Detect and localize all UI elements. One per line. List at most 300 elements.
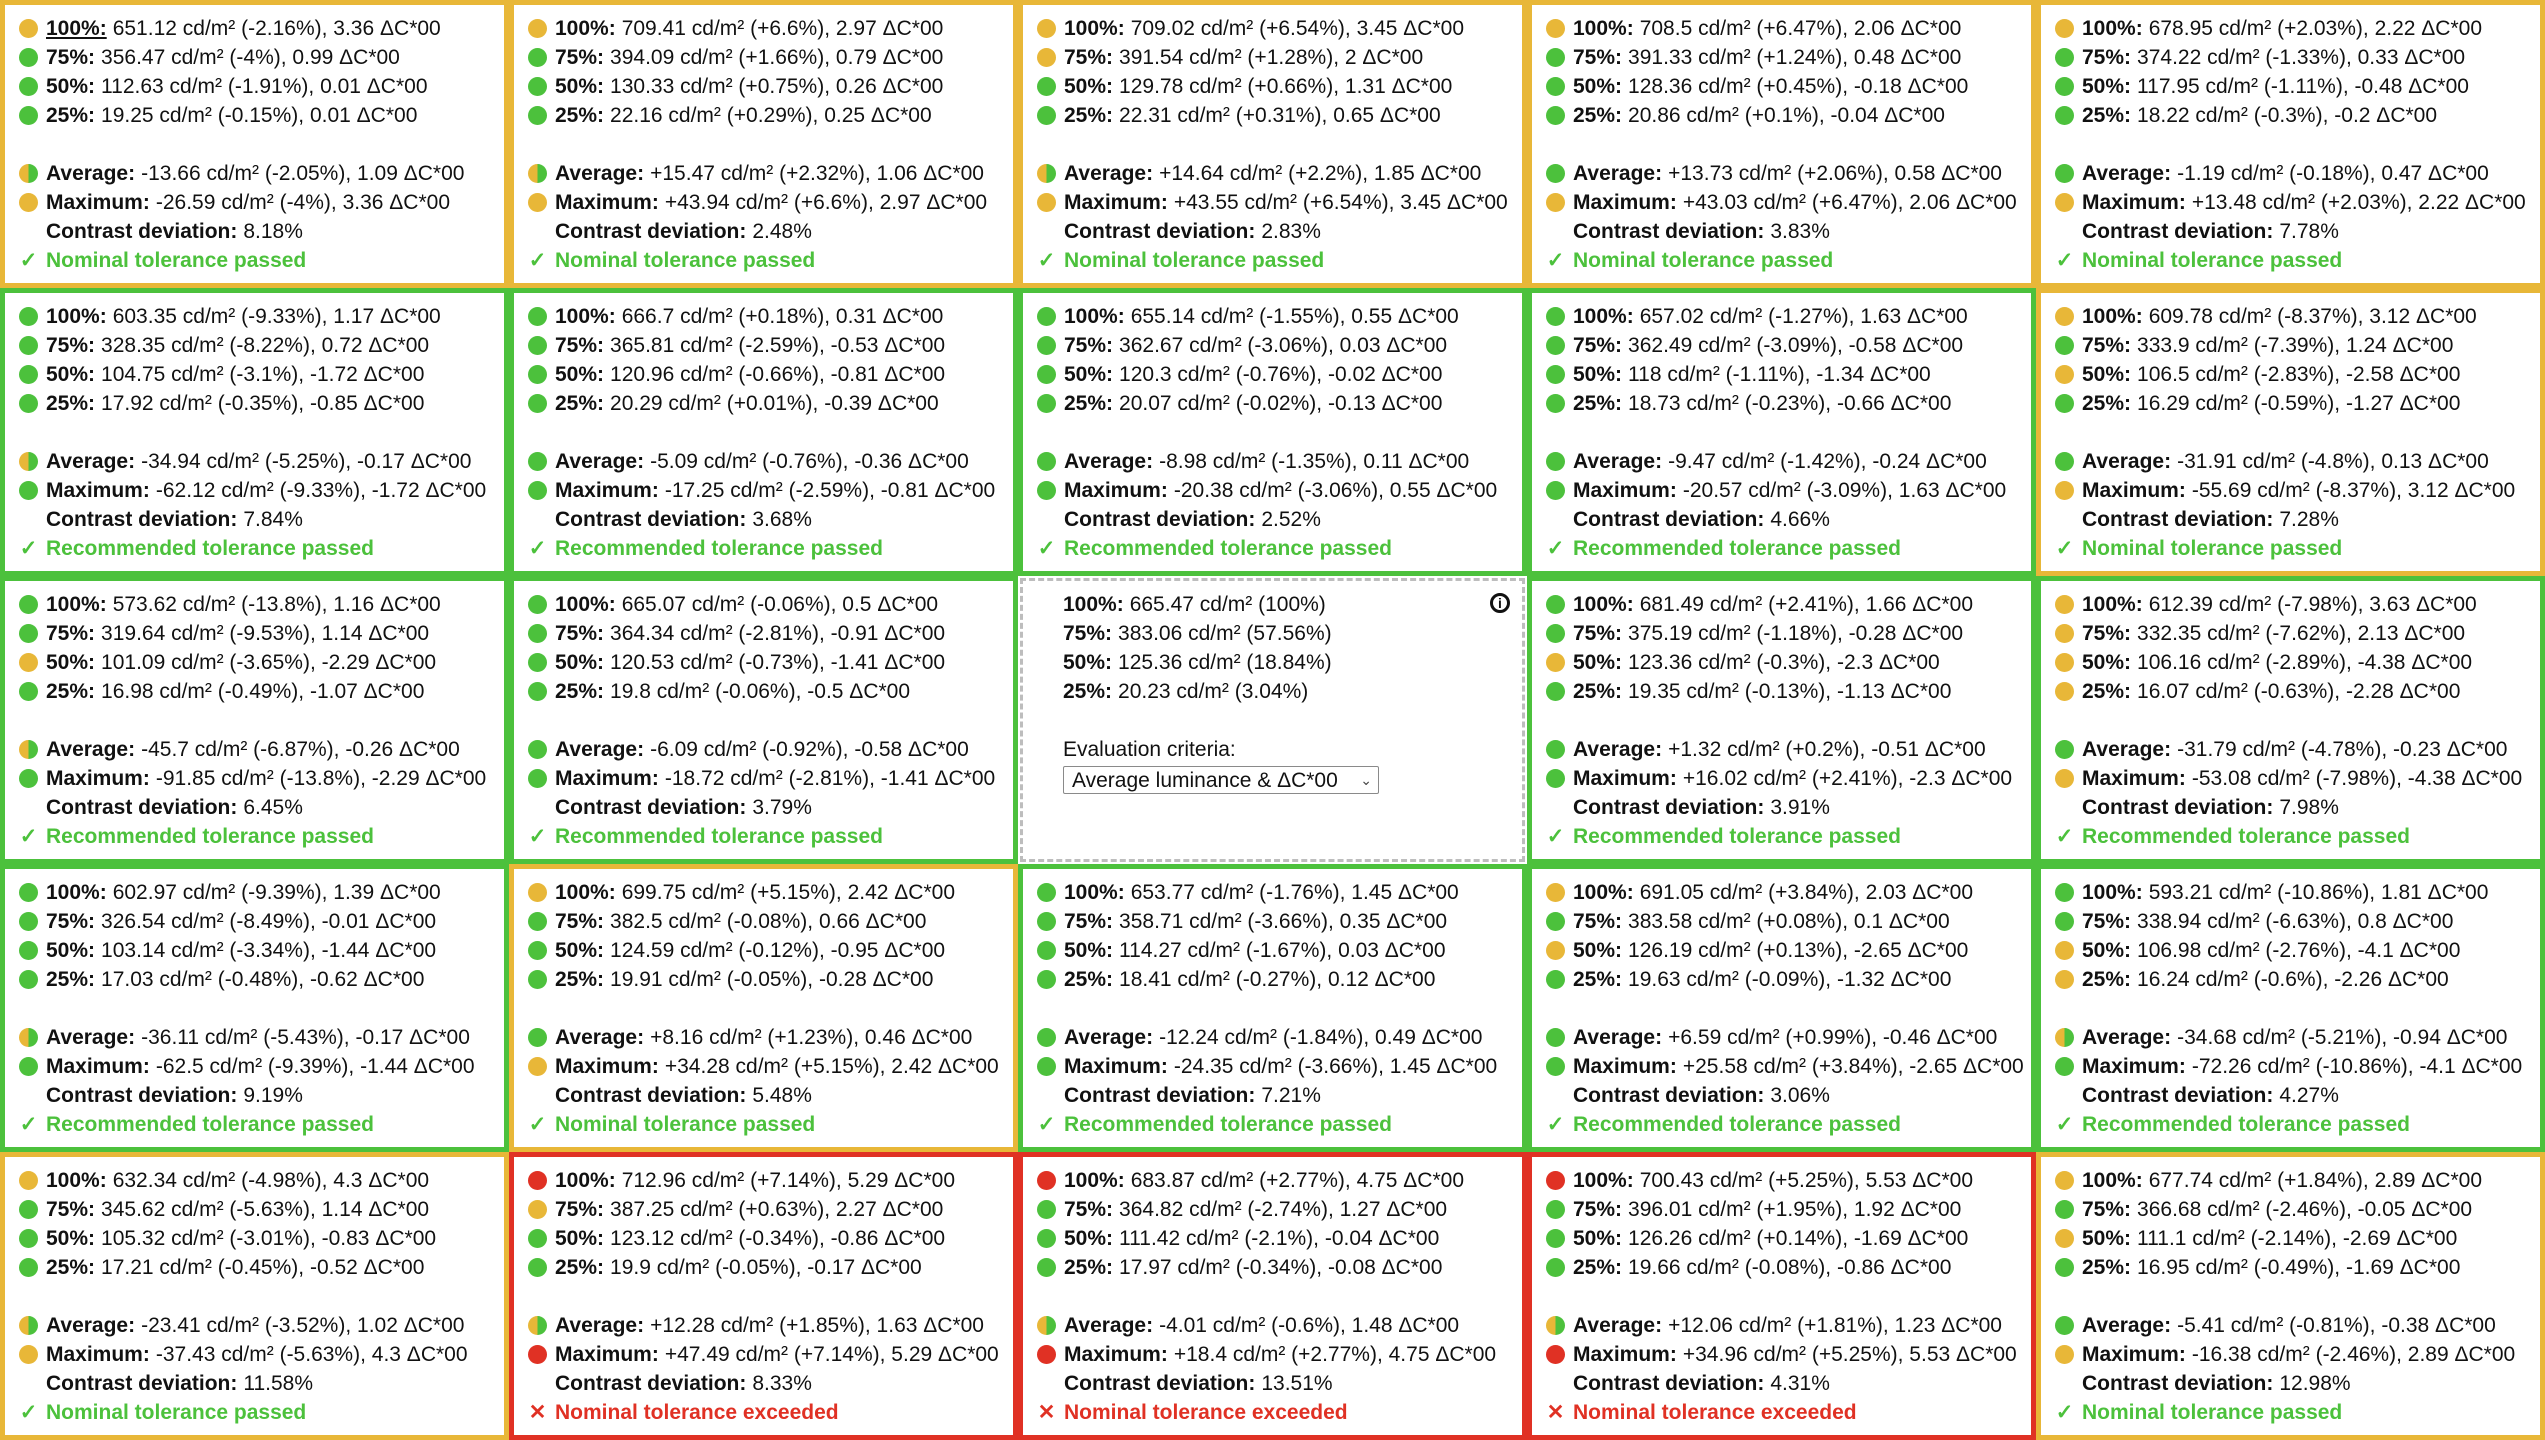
level-label: 50%: xyxy=(2082,651,2132,674)
status-dot-icon xyxy=(2055,452,2074,471)
cross-icon: ✕ xyxy=(1037,1401,1056,1424)
contrast-value: 7.21% xyxy=(1261,1084,1321,1107)
average-row xyxy=(1546,1311,2021,1340)
status-dot-icon xyxy=(2055,1028,2074,1047)
level-label: 75%: xyxy=(1573,334,1623,357)
level-value: 319.64 cd/m² (-9.53%), 1.14 ΔC*00 xyxy=(101,622,430,645)
check-icon: ✓ xyxy=(1037,249,1056,272)
reference-values xyxy=(1037,590,1512,795)
status-dot-icon xyxy=(1546,624,1565,643)
level-label: 50%: xyxy=(2082,75,2132,98)
level-row xyxy=(2055,1253,2530,1282)
level-label: 100%: xyxy=(46,593,107,616)
spacer xyxy=(2055,994,2530,1023)
level-label: 75%: xyxy=(1573,1198,1623,1221)
level-label: 100%: xyxy=(2082,1169,2143,1192)
level-row xyxy=(528,14,1003,43)
level-label: 100%: xyxy=(46,1169,107,1192)
patch-cell[interactable] xyxy=(0,864,509,1152)
contrast-value: 12.98% xyxy=(2279,1372,2351,1395)
tolerance-status xyxy=(2055,246,2530,275)
contrast-label: Contrast deviation: xyxy=(555,796,747,819)
status-dot-icon xyxy=(19,595,38,614)
average-value: +14.64 cd/m² (+2.2%), 1.85 ΔC*00 xyxy=(1159,162,1482,185)
level-value: 345.62 cd/m² (-5.63%), 1.14 ΔC*00 xyxy=(101,1198,430,1221)
maximum-label: Maximum: xyxy=(1573,1055,1677,1078)
info-icon[interactable]: i xyxy=(1490,593,1510,613)
patch-cell[interactable] xyxy=(2036,288,2545,576)
contrast-value: 13.51% xyxy=(1261,1372,1333,1395)
average-row xyxy=(528,159,1003,188)
level-value: 130.33 cd/m² (+0.75%), 0.26 ΔC*00 xyxy=(610,75,944,98)
maximum-row xyxy=(1037,476,1512,505)
level-value: 19.35 cd/m² (-0.13%), -1.13 ΔC*00 xyxy=(1628,680,1952,703)
status-dot-icon xyxy=(2055,1316,2074,1335)
tolerance-status xyxy=(1546,1110,2021,1139)
level-label: 75%: xyxy=(46,1198,96,1221)
level-value: 328.35 cd/m² (-8.22%), 0.72 ΔC*00 xyxy=(101,334,430,357)
level-value: 356.47 cd/m² (-4%), 0.99 ΔC*00 xyxy=(101,46,400,69)
level-row xyxy=(19,648,494,677)
spacer xyxy=(528,1282,1003,1311)
average-value: +12.28 cd/m² (+1.85%), 1.63 ΔC*00 xyxy=(650,1314,984,1337)
status-dot-icon xyxy=(1037,1229,1056,1248)
level-value: 708.5 cd/m² (+6.47%), 2.06 ΔC*00 xyxy=(1639,17,1962,40)
average-label: Average: xyxy=(555,450,645,473)
contrast-row xyxy=(2055,217,2530,246)
patch-cell[interactable] xyxy=(1527,864,2036,1152)
level-value: 120.96 cd/m² (-0.66%), -0.81 ΔC*00 xyxy=(610,363,946,386)
level-value: 19.63 cd/m² (-0.09%), -1.32 ΔC*00 xyxy=(1628,968,1952,991)
patch-cell[interactable] xyxy=(2036,864,2545,1152)
maximum-value: -20.38 cd/m² (-3.06%), 0.55 ΔC*00 xyxy=(1173,479,1498,502)
level-label: 100%: xyxy=(2082,593,2143,616)
status-dot-icon xyxy=(2055,682,2074,701)
level-label: 50%: xyxy=(1063,651,1113,674)
maximum-row xyxy=(19,1052,494,1081)
status-dot-icon xyxy=(19,912,38,931)
tolerance-status xyxy=(1546,1398,2021,1427)
maximum-row xyxy=(1546,476,2021,505)
maximum-row xyxy=(1037,188,1512,217)
contrast-label: Contrast deviation: xyxy=(555,1372,747,1395)
maximum-value: +18.4 cd/m² (+2.77%), 4.75 ΔC*00 xyxy=(1173,1343,1497,1366)
level-row xyxy=(2055,1224,2530,1253)
contrast-label: Contrast deviation: xyxy=(46,220,238,243)
level-row xyxy=(528,965,1003,994)
contrast-value: 9.19% xyxy=(243,1084,303,1107)
contrast-value: 7.28% xyxy=(2279,508,2339,531)
contrast-row xyxy=(528,1081,1003,1110)
status-dot-icon xyxy=(2055,970,2074,989)
level-label: 75%: xyxy=(555,334,605,357)
spacer xyxy=(2055,1282,2530,1311)
level-row xyxy=(1037,936,1512,965)
level-row xyxy=(528,1195,1003,1224)
status-dot-icon xyxy=(19,106,38,125)
status-text: Recommended tolerance passed xyxy=(2082,1113,2410,1136)
contrast-row xyxy=(19,793,494,822)
level-value: 387.25 cd/m² (+0.63%), 2.27 ΔC*00 xyxy=(610,1198,944,1221)
level-value: 365.81 cd/m² (-2.59%), -0.53 ΔC*00 xyxy=(610,334,946,357)
status-dot-icon xyxy=(1546,77,1565,96)
status-dot-icon xyxy=(1037,19,1056,38)
average-label: Average: xyxy=(46,162,136,185)
status-dot-icon xyxy=(1037,941,1056,960)
level-value: 20.86 cd/m² (+0.1%), -0.04 ΔC*00 xyxy=(1628,104,1945,127)
tolerance-status xyxy=(528,246,1003,275)
maximum-value: +43.03 cd/m² (+6.47%), 2.06 ΔC*00 xyxy=(1682,191,2017,214)
average-row xyxy=(1037,159,1512,188)
level-value: 683.87 cd/m² (+2.77%), 4.75 ΔC*00 xyxy=(1130,1169,1464,1192)
reference-value: 125.36 cd/m² (18.84%) xyxy=(1118,651,1332,674)
maximum-label: Maximum: xyxy=(555,479,659,502)
level-label: 100%: xyxy=(1573,1169,1634,1192)
level-label: 25%: xyxy=(2082,1256,2132,1279)
status-dot-icon xyxy=(1546,682,1565,701)
average-value: +8.16 cd/m² (+1.23%), 0.46 ΔC*00 xyxy=(650,1026,973,1049)
status-dot-icon xyxy=(1546,481,1565,500)
maximum-value: +16.02 cd/m² (+2.41%), -2.3 ΔC*00 xyxy=(1682,767,2013,790)
status-dot-icon xyxy=(2055,1171,2074,1190)
status-dot-icon xyxy=(19,164,38,183)
average-value: +15.47 cd/m² (+2.32%), 1.06 ΔC*00 xyxy=(650,162,984,185)
status-text: Recommended tolerance passed xyxy=(46,825,374,848)
level-value: 22.16 cd/m² (+0.29%), 0.25 ΔC*00 xyxy=(610,104,932,127)
status-dot-icon xyxy=(1546,1345,1565,1364)
contrast-row xyxy=(1546,1369,2021,1398)
status-dot-icon xyxy=(19,941,38,960)
status-dot-icon xyxy=(2055,624,2074,643)
patch-cell[interactable] xyxy=(1527,0,2036,288)
patch-cell[interactable] xyxy=(509,1152,1018,1440)
level-label: 50%: xyxy=(1573,939,1623,962)
patch-cell[interactable] xyxy=(1018,0,1527,288)
level-label: 50%: xyxy=(46,939,96,962)
level-value: 106.98 cd/m² (-2.76%), -4.1 ΔC*00 xyxy=(2137,939,2461,962)
level-row xyxy=(1037,302,1512,331)
maximum-label: Maximum: xyxy=(1573,767,1677,790)
patch-cell[interactable] xyxy=(1527,1152,2036,1440)
status-dot-icon xyxy=(2055,19,2074,38)
patch-cell[interactable] xyxy=(2036,1152,2545,1440)
status-dot-icon xyxy=(528,1200,547,1219)
patch-cell[interactable] xyxy=(509,576,1018,864)
level-label: 25%: xyxy=(46,1256,96,1279)
contrast-row xyxy=(528,505,1003,534)
level-label: 50%: xyxy=(1064,363,1114,386)
status-dot-icon xyxy=(2055,595,2074,614)
status-dot-icon xyxy=(1037,1171,1056,1190)
maximum-row xyxy=(528,1052,1003,1081)
status-dot-icon xyxy=(2055,1258,2074,1277)
average-row xyxy=(2055,1311,2530,1340)
status-dot-icon xyxy=(2055,1229,2074,1248)
level-value: 709.02 cd/m² (+6.54%), 3.45 ΔC*00 xyxy=(1130,17,1464,40)
level-value: 16.98 cd/m² (-0.49%), -1.07 ΔC*00 xyxy=(101,680,425,703)
status-dot-icon xyxy=(19,1258,38,1277)
average-label: Average: xyxy=(46,738,136,761)
level-row xyxy=(2055,590,2530,619)
patch-cell[interactable] xyxy=(509,864,1018,1152)
level-value: 382.5 cd/m² (-0.08%), 0.66 ΔC*00 xyxy=(610,910,927,933)
level-value: 16.29 cd/m² (-0.59%), -1.27 ΔC*00 xyxy=(2137,392,2461,415)
average-label: Average: xyxy=(2082,1314,2172,1337)
level-row xyxy=(2055,1166,2530,1195)
level-row xyxy=(2055,14,2530,43)
patch-cell[interactable] xyxy=(0,576,509,864)
status-dot-icon xyxy=(528,1229,547,1248)
level-row xyxy=(1037,43,1512,72)
average-value: -45.7 cd/m² (-6.87%), -0.26 ΔC*00 xyxy=(141,738,460,761)
status-dot-icon xyxy=(2055,77,2074,96)
level-value: 129.78 cd/m² (+0.66%), 1.31 ΔC*00 xyxy=(1119,75,1453,98)
tolerance-status xyxy=(1546,822,2021,851)
level-value: 123.36 cd/m² (-0.3%), -2.3 ΔC*00 xyxy=(1628,651,1940,674)
check-icon: ✓ xyxy=(19,537,38,560)
maximum-row xyxy=(1546,1052,2024,1081)
check-icon: ✓ xyxy=(2055,249,2074,272)
contrast-label: Contrast deviation: xyxy=(1573,796,1765,819)
average-value: -36.11 cd/m² (-5.43%), -0.17 ΔC*00 xyxy=(141,1026,470,1049)
patch-cell[interactable] xyxy=(0,0,509,288)
maximum-value: -20.57 cd/m² (-3.09%), 1.63 ΔC*00 xyxy=(1682,479,2007,502)
level-value: 19.25 cd/m² (-0.15%), 0.01 ΔC*00 xyxy=(101,104,418,127)
maximum-label: Maximum: xyxy=(46,1343,150,1366)
status-text: Recommended tolerance passed xyxy=(555,537,883,560)
level-row xyxy=(19,677,494,706)
average-label: Average: xyxy=(1573,1314,1663,1337)
contrast-value: 3.06% xyxy=(1770,1084,1830,1107)
status-dot-icon xyxy=(528,624,547,643)
spacer xyxy=(1546,130,2021,159)
status-text: Nominal tolerance exceeded xyxy=(1064,1401,1348,1424)
level-value: 358.71 cd/m² (-3.66%), 0.35 ΔC*00 xyxy=(1119,910,1448,933)
level-value: 123.12 cd/m² (-0.34%), -0.86 ΔC*00 xyxy=(610,1227,946,1250)
level-value: 391.33 cd/m² (+1.24%), 0.48 ΔC*00 xyxy=(1628,46,1962,69)
level-row xyxy=(1546,677,2021,706)
status-dot-icon xyxy=(528,595,547,614)
level-label: 25%: xyxy=(46,968,96,991)
level-row xyxy=(1546,936,2021,965)
contrast-value: 2.48% xyxy=(752,220,812,243)
maximum-value: -37.43 cd/m² (-5.63%), 4.3 ΔC*00 xyxy=(155,1343,468,1366)
tolerance-status xyxy=(19,1398,494,1427)
spacer xyxy=(19,706,494,735)
level-value: 117.95 cd/m² (-1.11%), -0.48 ΔC*00 xyxy=(2137,75,2469,98)
level-row xyxy=(2055,936,2530,965)
patch-cell[interactable] xyxy=(509,288,1018,576)
patch-cell[interactable] xyxy=(2036,576,2545,864)
status-dot-icon xyxy=(1546,1316,1565,1335)
contrast-label: Contrast deviation: xyxy=(1064,1372,1256,1395)
level-row xyxy=(528,648,1003,677)
check-icon: ✓ xyxy=(2055,1401,2074,1424)
contrast-label: Contrast deviation: xyxy=(1573,508,1765,531)
maximum-label: Maximum: xyxy=(2082,191,2186,214)
reference-value: 20.23 cd/m² (3.04%) xyxy=(1118,680,1309,703)
status-text: Nominal tolerance passed xyxy=(2082,1401,2343,1424)
level-value: 120.3 cd/m² (-0.76%), -0.02 ΔC*00 xyxy=(1119,363,1443,386)
level-row xyxy=(1546,965,2021,994)
level-label: 75%: xyxy=(1064,46,1114,69)
level-row xyxy=(19,619,494,648)
contrast-value: 3.91% xyxy=(1770,796,1830,819)
average-value: +12.06 cd/m² (+1.81%), 1.23 ΔC*00 xyxy=(1668,1314,2002,1337)
average-value: -5.41 cd/m² (-0.81%), -0.38 ΔC*00 xyxy=(2177,1314,2496,1337)
average-label: Average: xyxy=(2082,450,2172,473)
level-label: 75%: xyxy=(1064,334,1114,357)
check-icon: ✓ xyxy=(1037,1113,1056,1136)
level-label: 100%: xyxy=(1064,1169,1125,1192)
level-label: 25%: xyxy=(46,680,96,703)
status-text: Recommended tolerance passed xyxy=(46,537,374,560)
status-dot-icon xyxy=(1037,106,1056,125)
level-value: 655.14 cd/m² (-1.55%), 0.55 ΔC*00 xyxy=(1130,305,1459,328)
maximum-label: Maximum: xyxy=(1573,191,1677,214)
contrast-value: 7.78% xyxy=(2279,220,2339,243)
status-dot-icon xyxy=(19,336,38,355)
status-dot-icon xyxy=(19,48,38,67)
check-icon: ✓ xyxy=(1037,537,1056,560)
status-dot-icon xyxy=(2055,481,2074,500)
status-dot-icon xyxy=(528,1316,547,1335)
contrast-row xyxy=(1546,505,2021,534)
average-row xyxy=(19,735,494,764)
contrast-value: 8.18% xyxy=(243,220,303,243)
status-dot-icon xyxy=(528,653,547,672)
level-row xyxy=(1037,1253,1512,1282)
tolerance-status xyxy=(2055,534,2530,563)
maximum-label: Maximum: xyxy=(2082,479,2186,502)
level-label: 50%: xyxy=(2082,1227,2132,1250)
maximum-value: +13.48 cd/m² (+2.03%), 2.22 ΔC*00 xyxy=(2191,191,2526,214)
status-text: Nominal tolerance passed xyxy=(2082,537,2343,560)
patch-cell[interactable] xyxy=(0,288,509,576)
level-row xyxy=(19,590,494,619)
contrast-row xyxy=(1037,1081,1512,1110)
level-row xyxy=(528,101,1003,130)
status-dot-icon xyxy=(19,1171,38,1190)
average-label: Average: xyxy=(46,1026,136,1049)
patch-cell[interactable] xyxy=(2036,0,2545,288)
status-dot-icon xyxy=(528,1258,547,1277)
status-dot-icon xyxy=(19,1316,38,1335)
status-dot-icon xyxy=(2055,883,2074,902)
maximum-row xyxy=(1037,1052,1512,1081)
status-dot-icon xyxy=(2055,48,2074,67)
level-row xyxy=(2055,101,2530,130)
level-value: 653.77 cd/m² (-1.76%), 1.45 ΔC*00 xyxy=(1130,881,1459,904)
average-value: -9.47 cd/m² (-1.42%), -0.24 ΔC*00 xyxy=(1668,450,1987,473)
maximum-row xyxy=(2055,1052,2530,1081)
level-label: 50%: xyxy=(1573,363,1623,386)
level-label: 75%: xyxy=(2082,910,2132,933)
status-text: Nominal tolerance passed xyxy=(555,1113,816,1136)
contrast-label: Contrast deviation: xyxy=(1064,1084,1256,1107)
average-label: Average: xyxy=(1573,1026,1663,1049)
status-dot-icon xyxy=(1546,336,1565,355)
spacer xyxy=(2055,130,2530,159)
level-row xyxy=(19,1253,494,1282)
level-row xyxy=(2055,72,2530,101)
patch-cell[interactable] xyxy=(1018,864,1527,1152)
level-label: 75%: xyxy=(1063,622,1113,645)
level-row xyxy=(19,965,494,994)
patch-cell[interactable] xyxy=(509,0,1018,288)
status-dot-icon xyxy=(528,394,547,413)
reference-row xyxy=(1063,590,1512,619)
reference-value: 383.06 cd/m² (57.56%) xyxy=(1118,622,1332,645)
patch-cell[interactable] xyxy=(1018,1152,1527,1440)
level-label: 25%: xyxy=(555,680,605,703)
status-dot-icon xyxy=(1037,970,1056,989)
level-value: 383.58 cd/m² (+0.08%), 0.1 ΔC*00 xyxy=(1628,910,1950,933)
level-row xyxy=(528,619,1003,648)
patch-cell[interactable] xyxy=(1527,288,2036,576)
level-label: 75%: xyxy=(555,1198,605,1221)
contrast-label: Contrast deviation: xyxy=(1573,1372,1765,1395)
maximum-row xyxy=(1546,1340,2021,1369)
level-row xyxy=(1037,101,1512,130)
status-dot-icon xyxy=(1546,48,1565,67)
maximum-label: Maximum: xyxy=(1573,479,1677,502)
status-dot-icon xyxy=(1037,48,1056,67)
contrast-row xyxy=(19,217,494,246)
level-label: 75%: xyxy=(1064,1198,1114,1221)
status-dot-icon xyxy=(2055,307,2074,326)
check-icon: ✓ xyxy=(19,1113,38,1136)
level-label: 75%: xyxy=(555,910,605,933)
level-label: 50%: xyxy=(555,363,605,386)
maximum-value: +47.49 cd/m² (+7.14%), 5.29 ΔC*00 xyxy=(664,1343,999,1366)
level-value: 394.09 cd/m² (+1.66%), 0.79 ΔC*00 xyxy=(610,46,944,69)
level-label: 25%: xyxy=(2082,392,2132,415)
contrast-label: Contrast deviation: xyxy=(1064,508,1256,531)
maximum-label: Maximum: xyxy=(1064,479,1168,502)
average-label: Average: xyxy=(2082,738,2172,761)
maximum-value: -53.08 cd/m² (-7.98%), -4.38 ΔC*00 xyxy=(2191,767,2523,790)
level-value: 20.07 cd/m² (-0.02%), -0.13 ΔC*00 xyxy=(1119,392,1443,415)
patch-cell[interactable] xyxy=(1527,576,2036,864)
level-row xyxy=(2055,389,2530,418)
contrast-label: Contrast deviation: xyxy=(2082,508,2274,531)
status-dot-icon xyxy=(2055,1057,2074,1076)
check-icon: ✓ xyxy=(2055,825,2074,848)
level-value: 609.78 cd/m² (-8.37%), 3.12 ΔC*00 xyxy=(2148,305,2477,328)
contrast-row xyxy=(528,1369,1003,1398)
status-dot-icon xyxy=(528,740,547,759)
patch-cell[interactable] xyxy=(0,1152,509,1440)
spacer xyxy=(1037,130,1512,159)
contrast-row xyxy=(19,505,494,534)
status-text: Nominal tolerance passed xyxy=(46,249,307,272)
contrast-value: 2.52% xyxy=(1261,508,1321,531)
status-dot-icon xyxy=(19,740,38,759)
average-row xyxy=(19,1023,494,1052)
status-dot-icon xyxy=(19,653,38,672)
patch-cell[interactable] xyxy=(1018,288,1527,576)
evaluation-criteria-select[interactable] xyxy=(1063,766,1379,794)
level-value: 666.7 cd/m² (+0.18%), 0.31 ΔC*00 xyxy=(621,305,944,328)
maximum-label: Maximum: xyxy=(2082,767,2186,790)
contrast-value: 8.33% xyxy=(752,1372,812,1395)
tolerance-status xyxy=(1546,246,2021,275)
level-row xyxy=(2055,878,2530,907)
maximum-value: -26.59 cd/m² (-4%), 3.36 ΔC*00 xyxy=(155,191,451,214)
level-row xyxy=(1037,72,1512,101)
level-row xyxy=(1546,1166,2021,1195)
